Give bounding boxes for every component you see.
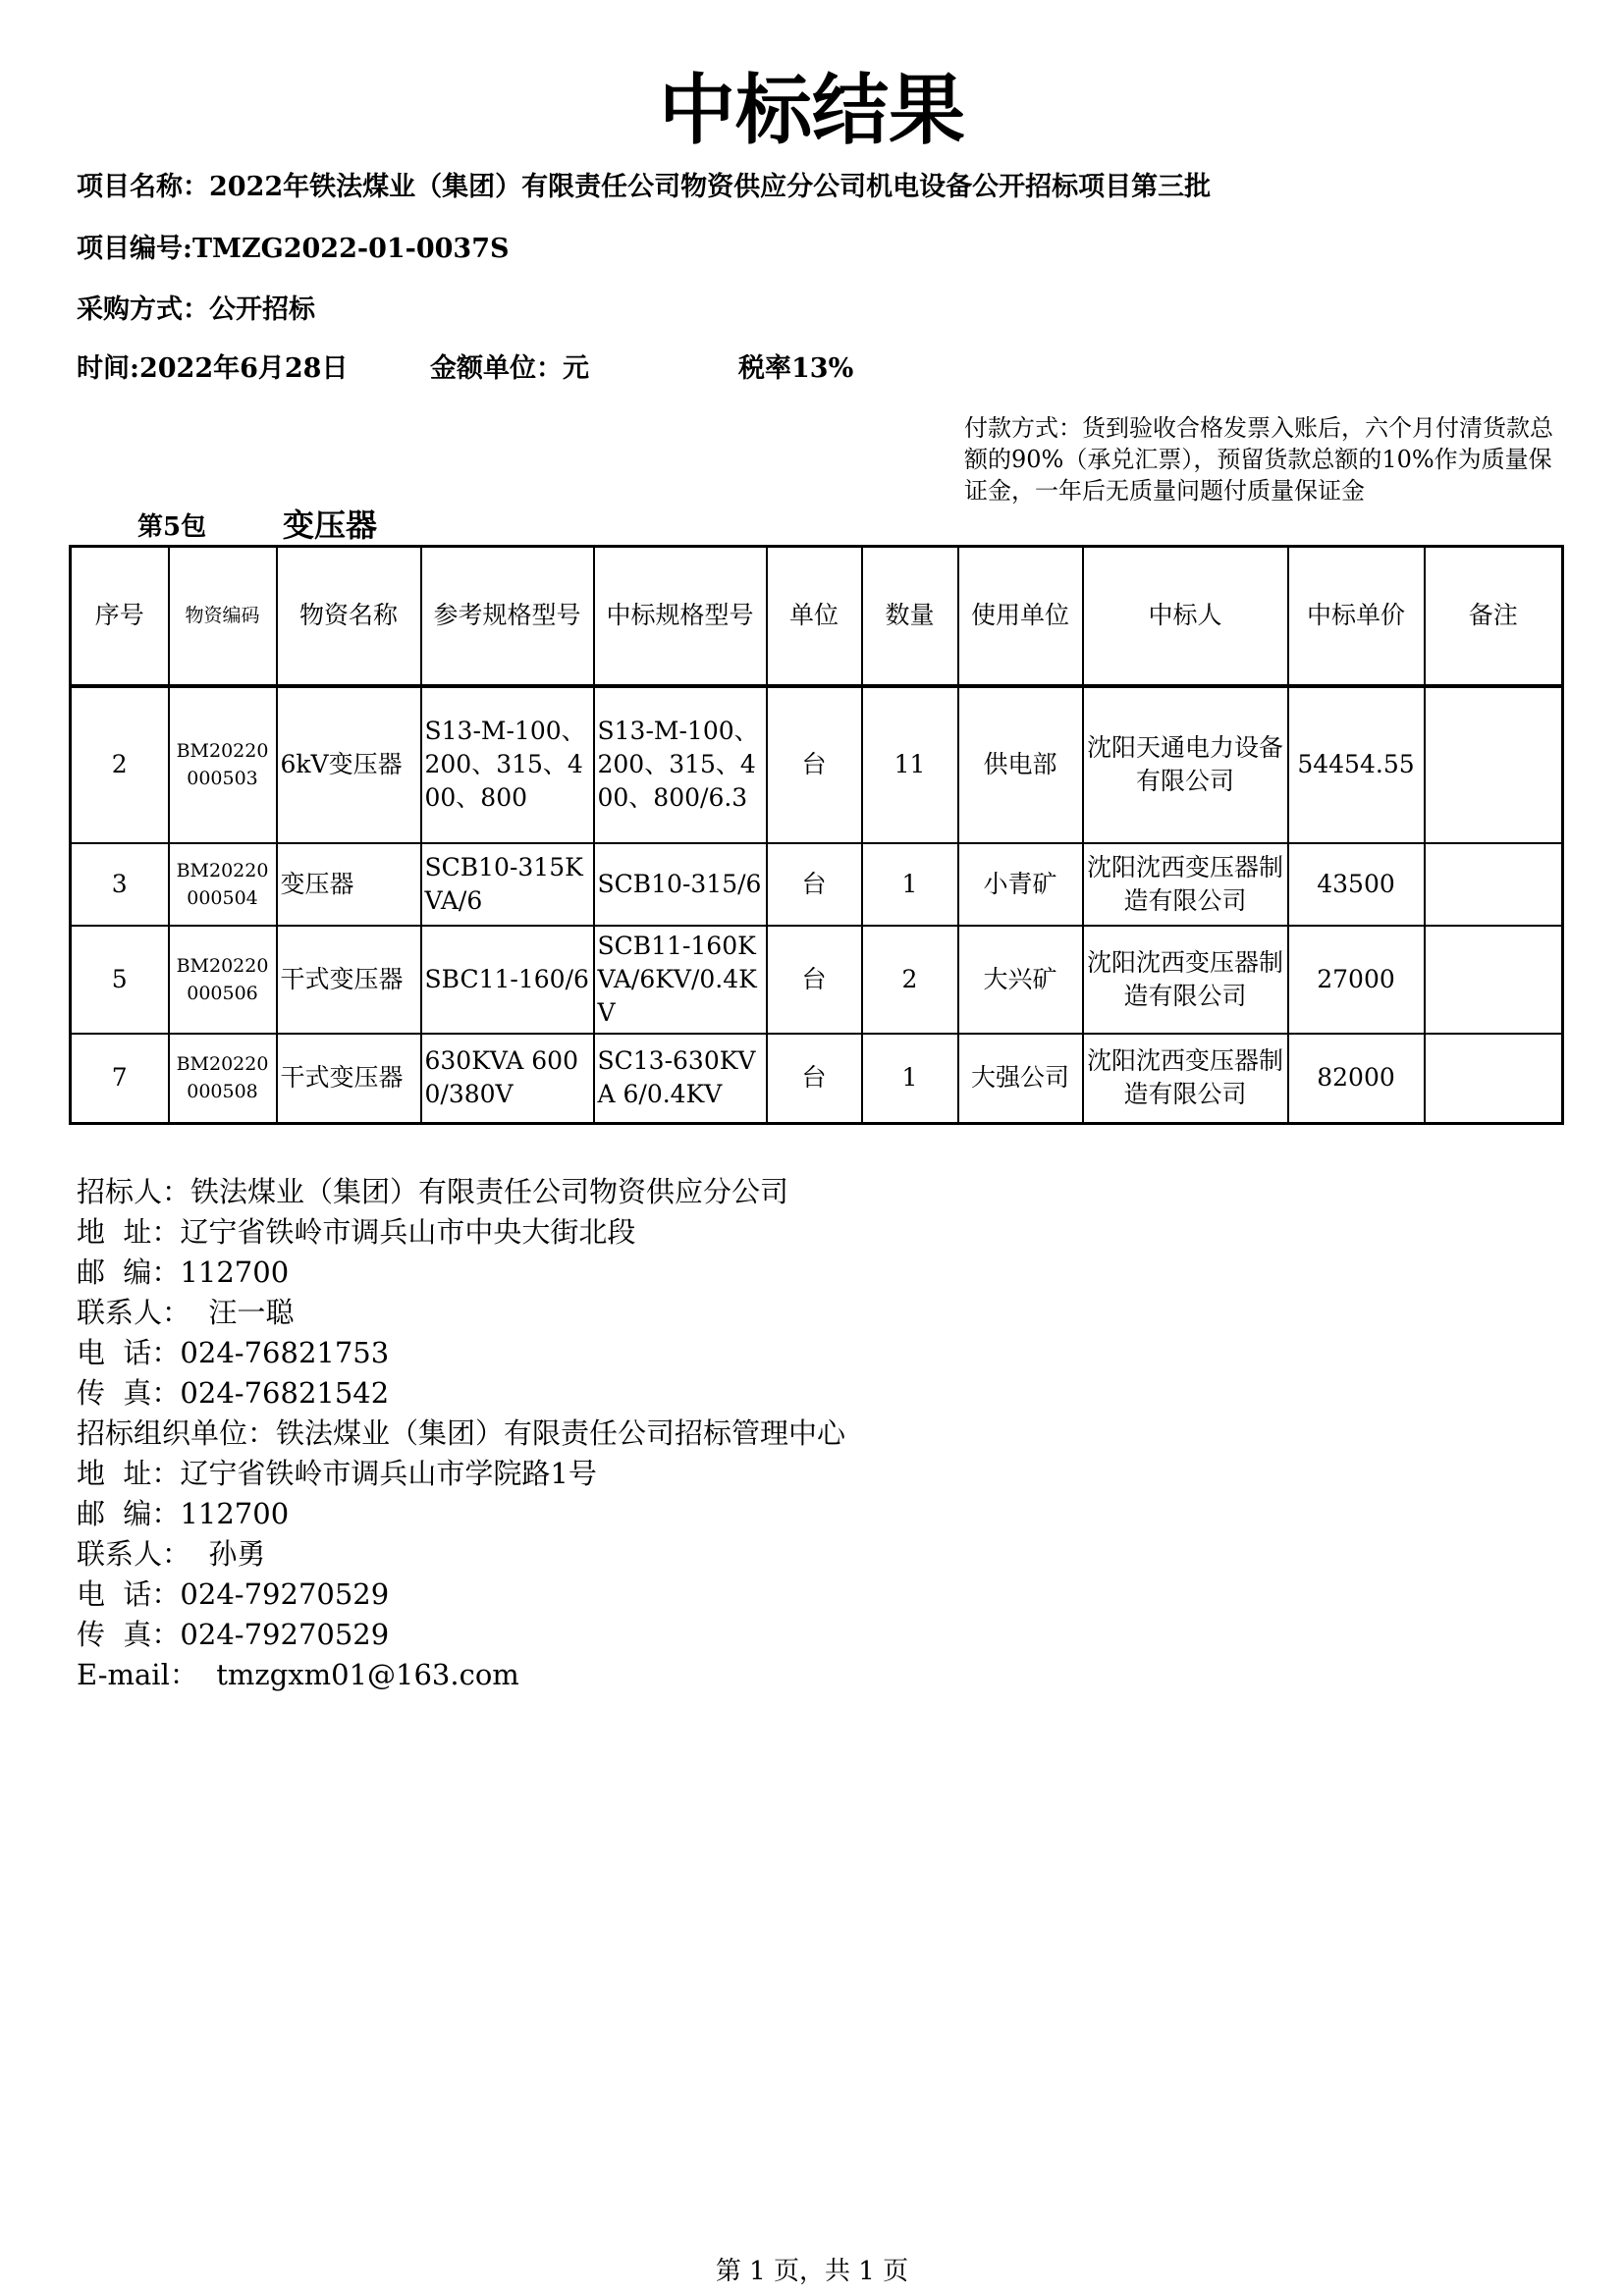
- table-row: [71, 1034, 1563, 1124]
- col-header: 中标人: [1083, 547, 1288, 686]
- cell-item-name: 干式变压器: [277, 1034, 421, 1124]
- col-header: 单位: [767, 547, 862, 686]
- cell-winner: 沈阳沈西变压器制造有限公司: [1083, 843, 1288, 926]
- tax-rate: 税率13%: [738, 353, 854, 384]
- cell-remark: [1425, 926, 1563, 1034]
- tenderer-address: 地 址：辽宁省铁岭市调兵山市中央大街北段: [77, 1215, 636, 1249]
- col-header: 数量: [862, 547, 958, 686]
- cell-ref-spec: 630KVA 6000/380V: [421, 1034, 594, 1124]
- cell-seq: 7: [71, 1034, 169, 1124]
- tenderer-contact: 联系人： 汪一聪: [77, 1296, 295, 1329]
- table-row: [71, 926, 1563, 1034]
- cell-seq: 5: [71, 926, 169, 1034]
- cell-code: BM20220000506: [169, 926, 277, 1034]
- cell-quantity: 1: [862, 1034, 958, 1124]
- cell-item-name: 干式变压器: [277, 926, 421, 1034]
- cell-ref-spec: SCB10-315KVA/6: [421, 843, 594, 926]
- cell-unit-price: 54454.55: [1288, 686, 1425, 843]
- cell-unit-price: 43500: [1288, 843, 1425, 926]
- cell-item-name: 变压器: [277, 843, 421, 926]
- agency-contact: 联系人： 孙勇: [77, 1537, 266, 1571]
- result-table: [69, 545, 1564, 1125]
- cell-ref-spec: SBC11-160/6: [421, 926, 594, 1034]
- cell-ref-spec: S13-M-100、200、315、400、800: [421, 686, 594, 843]
- agency-postcode: 邮 编：112700: [77, 1497, 290, 1530]
- col-header: 中标单价: [1288, 547, 1425, 686]
- col-header: 使用单位: [958, 547, 1083, 686]
- cell-unit: 台: [767, 843, 862, 926]
- col-header: 备注: [1425, 547, 1563, 686]
- project-name: 项目名称：2022年铁法煤业（集团）有限责任公司物资供应分公司机电设备公开招标项目第三批: [77, 172, 1212, 202]
- cell-unit-price: 82000: [1288, 1034, 1425, 1124]
- tenderer: 招标人：铁法煤业（集团）有限责任公司物资供应分公司: [77, 1175, 789, 1208]
- package-name: 变压器: [283, 507, 378, 544]
- table-header-row: [71, 547, 1563, 686]
- cell-quantity: 1: [862, 843, 958, 926]
- cell-user-unit: 大兴矿: [958, 926, 1083, 1034]
- cell-user-unit: 小青矿: [958, 843, 1083, 926]
- table-row: [71, 686, 1563, 843]
- cell-code: BM20220000508: [169, 1034, 277, 1124]
- col-header: 序号: [71, 547, 169, 686]
- page-footer: 第 1 页，共 1 页: [715, 2257, 909, 2286]
- cell-user-unit: 大强公司: [958, 1034, 1083, 1124]
- agency-phone: 电 话：024-79270529: [77, 1577, 390, 1611]
- tenderer-fax: 传 真：024-76821542: [77, 1376, 390, 1410]
- cell-winner: 沈阳沈西变压器制造有限公司: [1083, 1034, 1288, 1124]
- cell-code: BM20220000503: [169, 686, 277, 843]
- cell-winner: 沈阳天通电力设备有限公司: [1083, 686, 1288, 843]
- package-number: 第5包: [137, 512, 207, 542]
- cell-unit-price: 27000: [1288, 926, 1425, 1034]
- cell-bid-spec: S13-M-100、200、315、400、800/6.3: [594, 686, 767, 843]
- project-number: 项目编号:TMZG2022-01-0037S: [77, 234, 510, 264]
- cell-seq: 3: [71, 843, 169, 926]
- cell-item-name: 6kV变压器: [277, 686, 421, 843]
- cell-remark: [1425, 1034, 1563, 1124]
- cell-remark: [1425, 686, 1563, 843]
- table-row: [71, 843, 1563, 926]
- cell-quantity: 11: [862, 686, 958, 843]
- agency-address: 地 址：辽宁省铁岭市调兵山市学院路1号: [77, 1457, 597, 1490]
- cell-winner: 沈阳沈西变压器制造有限公司: [1083, 926, 1288, 1034]
- col-header: 中标规格型号: [594, 547, 767, 686]
- cell-bid-spec: SCB11-160KVA/6KV/0.4KV: [594, 926, 767, 1034]
- cell-unit: 台: [767, 926, 862, 1034]
- col-header: 物资编码: [169, 547, 277, 686]
- currency-unit: 金额单位：元: [430, 353, 589, 384]
- agency-email: E-mail： tmzgxm01@163.com: [77, 1658, 519, 1691]
- cell-quantity: 2: [862, 926, 958, 1034]
- cell-unit: 台: [767, 686, 862, 843]
- tenderer-postcode: 邮 编：112700: [77, 1255, 290, 1289]
- procurement-method: 采购方式：公开招标: [77, 294, 315, 325]
- agency-fax: 传 真：024-79270529: [77, 1618, 390, 1651]
- announcement-time: 时间:2022年6月28日: [77, 353, 349, 384]
- col-header: 参考规格型号: [421, 547, 594, 686]
- agency: 招标组织单位：铁法煤业（集团）有限责任公司招标管理中心: [77, 1416, 846, 1450]
- cell-bid-spec: SCB10-315/6: [594, 843, 767, 926]
- cell-user-unit: 供电部: [958, 686, 1083, 843]
- page-title: 中标结果: [658, 67, 965, 155]
- col-header: 物资名称: [277, 547, 421, 686]
- cell-unit: 台: [767, 1034, 862, 1124]
- cell-seq: 2: [71, 686, 169, 843]
- tenderer-phone: 电 话：024-76821753: [77, 1336, 390, 1369]
- payment-terms: 付款方式：货到验收合格发票入账后，六个月付清货款总额的90%（承兑汇票），预留货款总额的10%作为质量保证金，一年后无质量问题付质量保证金: [964, 414, 1553, 505]
- cell-bid-spec: SC13-630KVA 6/0.4KV: [594, 1034, 767, 1124]
- cell-code: BM20220000504: [169, 843, 277, 926]
- cell-remark: [1425, 843, 1563, 926]
